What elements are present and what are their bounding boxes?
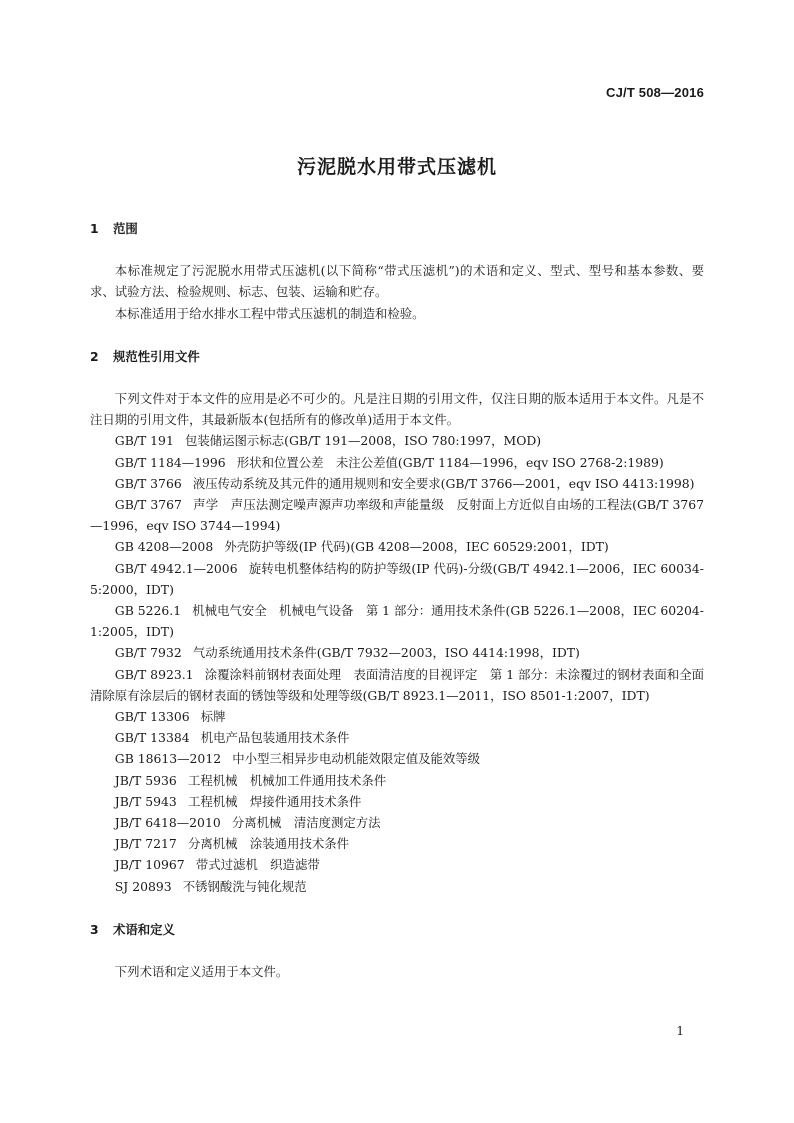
reference-code: GB/T 4942.1—2006	[114, 560, 238, 576]
reference-item	[90, 473, 704, 494]
section-heading-terms-definitions	[90, 919, 704, 940]
reference-item	[90, 452, 704, 473]
reference-code: GB/T 8923.1	[114, 666, 194, 682]
reference-item	[90, 770, 704, 791]
section-heading-normative-references	[90, 346, 704, 367]
page-title: 污泥脱水用带式压滤机	[296, 156, 497, 178]
reference-code: JB/T 5943	[114, 793, 177, 809]
reference-title: 气动系统通用技术条件(GB/T 7932—2003，ISO 4414:1998，IDT)	[192, 645, 580, 661]
reference-item	[90, 600, 704, 642]
reference-list	[90, 430, 704, 896]
reference-title: 中小型三相异步电动机能效限定值及能效等级	[232, 751, 481, 767]
reference-code: GB 4208—2008	[114, 539, 214, 555]
reference-title: 分离机械 涂装通用技术条件	[187, 836, 350, 852]
references-intro: 下列文件对于本文件的应用是必不可少的。凡是注日期的引用文件，仅注日期的版本适用于本文件。凡是不注日期的引用文件，其最新版本(包括所有的修改单)适用于本文件。	[90, 391, 704, 428]
reference-item	[90, 558, 704, 600]
reference-code: JB/T 7217	[114, 836, 177, 852]
reference-item	[90, 727, 704, 748]
reference-code: GB 5226.1	[114, 603, 182, 619]
terms-intro: 下列术语和定义适用于本文件。	[114, 964, 289, 980]
reference-code: GB/T 191	[114, 433, 174, 449]
reference-title: 工程机械 焊接件通用技术条件	[187, 793, 362, 809]
reference-title: 涂覆涂料前钢材表面处理 表面清洁度的目视评定 第 1 部分：未涂覆过的钢材表面和全面清除原有涂层后的钢材表面的锈蚀等级和处理等级(GB/T 8923.1—2011，ISO 8501-1:2007，IDT)	[90, 666, 704, 703]
reference-code: SJ 20893	[114, 878, 172, 894]
reference-title: 不锈钢酸洗与钝化规范	[182, 878, 307, 894]
section-number: 1	[90, 221, 99, 236]
reference-title: 带式过滤机 织造滤带	[195, 857, 320, 873]
reference-item	[90, 536, 704, 557]
reference-title: 形状和位置公差 未注公差值(GB/T 1184—1996，eqv ISO 2768-2:1989)	[236, 454, 664, 470]
section-number: 2	[90, 348, 99, 364]
section-heading-scope	[90, 218, 704, 239]
reference-title: 旋转电机整体结构的防护等级(IP 代码)-分级(GB/T 4942.1—2006，IEC 60034-5:2000，IDT)	[90, 560, 704, 597]
scope-paragraph: 本标准规定了污泥脱水用带式压滤机(以下简称“带式压滤机”)的术语和定义、型式、型号和基本参数、要求、试验方法、检验规则、标志、包装、运输和贮存。	[90, 263, 704, 300]
reference-item	[90, 791, 704, 812]
reference-title: 标牌	[200, 709, 226, 725]
reference-code: JB/T 10967	[114, 857, 185, 873]
reference-title: 工程机械 机械加工件通用技术条件	[187, 772, 387, 788]
reference-item	[90, 642, 704, 663]
reference-item	[90, 430, 704, 451]
page-number: 1	[676, 1024, 684, 1038]
reference-item	[90, 494, 704, 536]
reference-item	[90, 812, 704, 833]
section-title: 范围	[113, 221, 138, 236]
reference-code: GB/T 7932	[114, 645, 182, 661]
reference-code: GB 18613—2012	[114, 751, 222, 767]
reference-title: 机械电气安全 机械电气设备 第 1 部分：通用技术条件(GB 5226.1—2008，IEC 60204-1:2005，IDT)	[90, 603, 704, 640]
reference-title: 外壳防护等级(IP 代码)(GB 4208—2008，IEC 60529:2001，IDT)	[224, 539, 609, 555]
reference-item	[90, 748, 704, 769]
section-title: 术语和定义	[113, 921, 175, 937]
reference-title: 机电产品包装通用技术条件	[200, 730, 350, 746]
reference-item	[90, 876, 704, 897]
reference-title: 包装储运图示标志(GB/T 191—2008，ISO 780:1997，MOD)	[184, 433, 542, 449]
reference-code: GB/T 13306	[114, 709, 190, 725]
reference-title: 液压传动系统及其元件的通用规则和安全要求(GB/T 3766—2001，eqv ISO 4413:1998)	[192, 475, 695, 491]
reference-code: GB/T 13384	[114, 730, 190, 746]
reference-item	[90, 833, 704, 854]
reference-item	[90, 854, 704, 875]
reference-title: 分离机械 清洁度测定方法	[231, 815, 381, 831]
reference-code: GB/T 3767	[114, 497, 182, 513]
reference-item	[90, 706, 704, 727]
reference-code: GB/T 1184—1996	[114, 454, 226, 470]
reference-code: JB/T 6418—2010	[114, 815, 221, 831]
scope-paragraph: 本标准适用于给水排水工程中带式压滤机的制造和检验。	[114, 305, 425, 321]
section-number: 3	[90, 921, 99, 937]
document-code: CJ/T 508—2016	[606, 85, 704, 100]
section-title: 规范性引用文件	[113, 348, 200, 364]
reference-code: GB/T 3766	[114, 475, 182, 491]
reference-code: JB/T 5936	[114, 772, 177, 788]
reference-title: 声学 声压法测定噪声源声功率级和声能量级 反射面上方近似自由场的工程法(GB/T 3767—1996，eqv ISO 3744—1994)	[90, 497, 705, 534]
reference-item	[90, 664, 704, 706]
document-body	[90, 218, 704, 982]
